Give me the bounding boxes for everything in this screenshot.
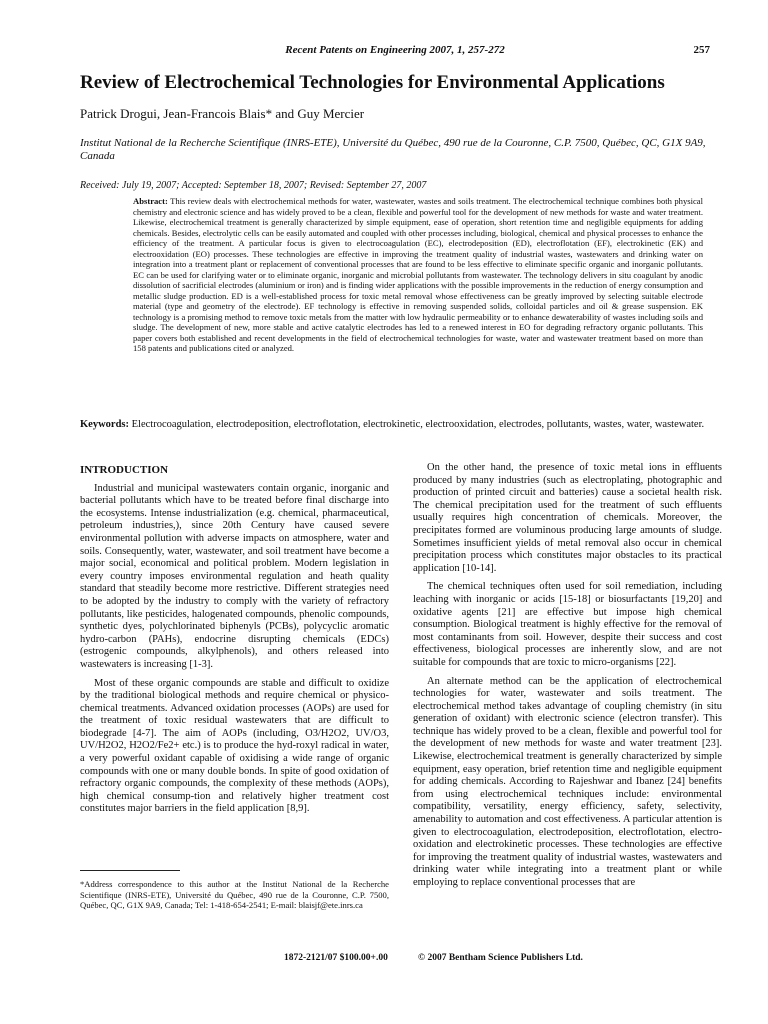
footnote-text: *Address correspondence to this author at the Institut National de la Recherche Scientifique (INRS-ETE), Université du Québec, 490 rue de la Couronne, C.P. 7500, Québec, QC, G1X 9A9, Canada; Tel: 1-418-654-2541; E-mail: blaisjf@ete.inrs.ca xyxy=(80,879,389,911)
abstract-label: Abstract: xyxy=(133,196,168,206)
body-paragraph: An alternate method can be the application of electrochemical technologies for water, wastewater and soils treatment. The electrochemical method takes advantage of coupling chemistry (in situ generation of oxidant) with electronic science (electron transfer). This technique has widely proved to be a clean, flexible and powerful tool for the development of new methods for waste and water treatment [23]. Likewise, electrochemical treatment is generally characterized by simple equipment, easy operation, brief retention time and negligible equipment for adding chemicals. According to Rajeshwar and Ibanez [24] benefits from using electrochemical techniques include: environmental compatibility, versatility, energy efficiency, safety, selectivity, amenability to automation and cost effectiveness. A particular attention is given to electrocoagulation, electrodeposition, electroflotation, electro-oxidation and electrokinetic processes. These technologies are effective for improving the treatment quality of industrial wastes, wastewaters and drinking water while integrating into a treatment plant or while employing to replace conventional processes that are xyxy=(413,675,722,888)
body-paragraph: Most of these organic compounds are stable and difficult to oxidize by the traditional biological methods and require chemical or physico-chemical treatments. Advanced oxidation processes (AOPs) are used for the treatment of toxic residual wastewaters that are difficult to biodegrade [4-7]. The aim of AOPs (including, O3/H2O2, UV/O3, UV/H2O2, H2O2/Fe2+ etc.) is to produce the hyd-roxyl radical in water, a very powerful oxidant capable of oxidising a wide range of organic compounds with one or many double bonds. In spite of good oxidation of refractory organic compounds, the complexity of these methods (AOPs), high chemical consump-tion and relatively higher treatment cost constitutes major barriers in the field application [8,9]. xyxy=(80,677,389,815)
abstract-text: This review deals with electrochemical methods for water, wastewater, wastes and soils treatment. The electrochemical technique combines both physical chemistry and electronic science and has widely proved to be a clean, flexible and powerful tool for the development of new methods for waste and water treatment. Likewise, electrochemical treatment is generally characterized by simple equipment, ease of operation, short retention time and negligible equipments for adding chemicals. Besides, electrolytic cells can be easily automated and coupled with other processes including, biological, chemical and physical processes to enhance the efficiency of the treatment. A particular focus is given to electrocoagulation (EC), electrodeposition (ED), electroflotation (EF), electrokinetic (EK) and electrooxidation (EO) processes. These technologies are effective in improving the treatment quality of industrial wastes, wastewaters and drinking water on integration into a treatment plant or replacement of conventional processes that are found to be less effective to eliminate specific organic and inorganic pollutants. EC can be used for clarifying water or to eliminate organic, inorganic and microbial pollutants from wastewater. The technology delivers in situ coagulant by anodic dissolution of sacrificial electrodes (aluminium or iron) and is finding wider applications with the possible improvements in the reduction of energy consumption and metallic sludge production. ED is a well-established process for toxic metal removal whose effectiveness can be greatly improved by selecting suitable electrode material (type and geometry of the electrode). EF technology is effective in removing suspended solids, colloidal particles and oil & grease suspension. EK technology is a promising method to remove toxic metals from the matter with low hydraulic permeability or to enhance dewaterability of wastes including soils and sludge. The development of new, more stable and active catalytic electrodes has led to a renewed interest in EO for degrading refractory organic pollutants. This paper covers both established and recent developments in the field of electrochemical technologies for waste, water and wastewater treatment based on more than 158 patents and publications cited or analyzed. xyxy=(133,196,703,353)
keywords-label: Keywords: xyxy=(80,419,129,430)
body-paragraph: On the other hand, the presence of toxic metal ions in effluents produced by many industries (such as electroplating, photographic and production of printed circuit and batteries) cause a societal health risk. The chemical precipitation used for the treatment of such effluents usually requires high concentration of chemicals. Moreover, the precipitates formed are voluminous producing large amounts of sludge. Sometimes insufficient yields of metal removal also occur in chemical precipitation process which constitutes major obstacles to its practical application [10-14]. xyxy=(413,462,722,574)
journal-header xyxy=(80,44,710,56)
body-paragraph: Industrial and municipal wastewaters contain organic, inorganic and bacterial pollutants which have to be treated before final discharge into the ecosystems. Intense industrialization (e.g. chemical, pharmaceutical, petroleum industries,), since 20th Century have caused severe environmental pollution with adverse impacts on atmosphere, water and soils. Consequently, water, wastewater, and soil treatment have become a major social, economical and political problem. Modern legislation in every country imposes environmental regulation and heath quality standard that steadily become more restrictive. Different strategies need to be adopted by the industry to comply with the variety of refractory pollutants, like pesticides, halogenated compounds, phenolic compounds, synthetic dyes, polychlorinated biphenyls (PCBs), polycyclic aromatic hydro-carbon (PAHs), endocrine disrupting chemicals (EDCs) (estrogenic compounds, alkylphenols), and others released into wastewaters is increasing [1-3]. xyxy=(80,482,389,670)
author-list: Patrick Drogui, Jean-Francois Blais* and Guy Mercier xyxy=(80,106,365,121)
submission-dates: Received: July 19, 2007; Accepted: September 18, 2007; Revised: September 27, 2007 xyxy=(80,180,427,191)
right-column xyxy=(413,462,722,896)
issn-price: 1872-2121/07 $100.00+.00 xyxy=(284,953,388,963)
abstract xyxy=(133,196,703,354)
affiliation: Institut National de la Recherche Scientifique (INRS-ETE), Université du Québec, 490 rue de la Couronne, C.P. 7500, Québec, QC, G1X 9A9, Canada xyxy=(80,137,706,162)
body-paragraph: The chemical techniques often used for soil remediation, including leaching with inorganic or acids [15-18] or biosurfactants [19,20] and oxidative agents [21] are effective but impose high chemical consumption. Biological treatment is highly effective for the removal of most contaminants from soil. However, despite their success and cost effectiveness, biological processes are inherently slow, and are not suitable for compounds that are toxic to micro-organisms [22]. xyxy=(413,581,722,668)
article-title: Review of Electrochemical Technologies for Environmental Applications xyxy=(80,72,665,93)
left-column xyxy=(80,462,389,822)
journal-name: Recent Patents on Engineering xyxy=(285,44,427,56)
copyright-notice: © 2007 Bentham Science Publishers Ltd. xyxy=(418,953,583,963)
keywords-text: Electrocoagulation, electrodeposition, electroflotation, electrokinetic, electrooxidation, electrodes, pollutants, wastes, water, wastewater. xyxy=(131,419,705,430)
journal-citation: 2007, 1, 257-272 xyxy=(429,44,505,56)
correspondence-footnote xyxy=(80,870,389,911)
page-number: 257 xyxy=(693,44,710,56)
running-header xyxy=(80,44,710,60)
keywords xyxy=(80,418,722,431)
footnote-divider xyxy=(80,870,180,871)
section-heading-introduction: INTRODUCTION xyxy=(80,464,169,476)
